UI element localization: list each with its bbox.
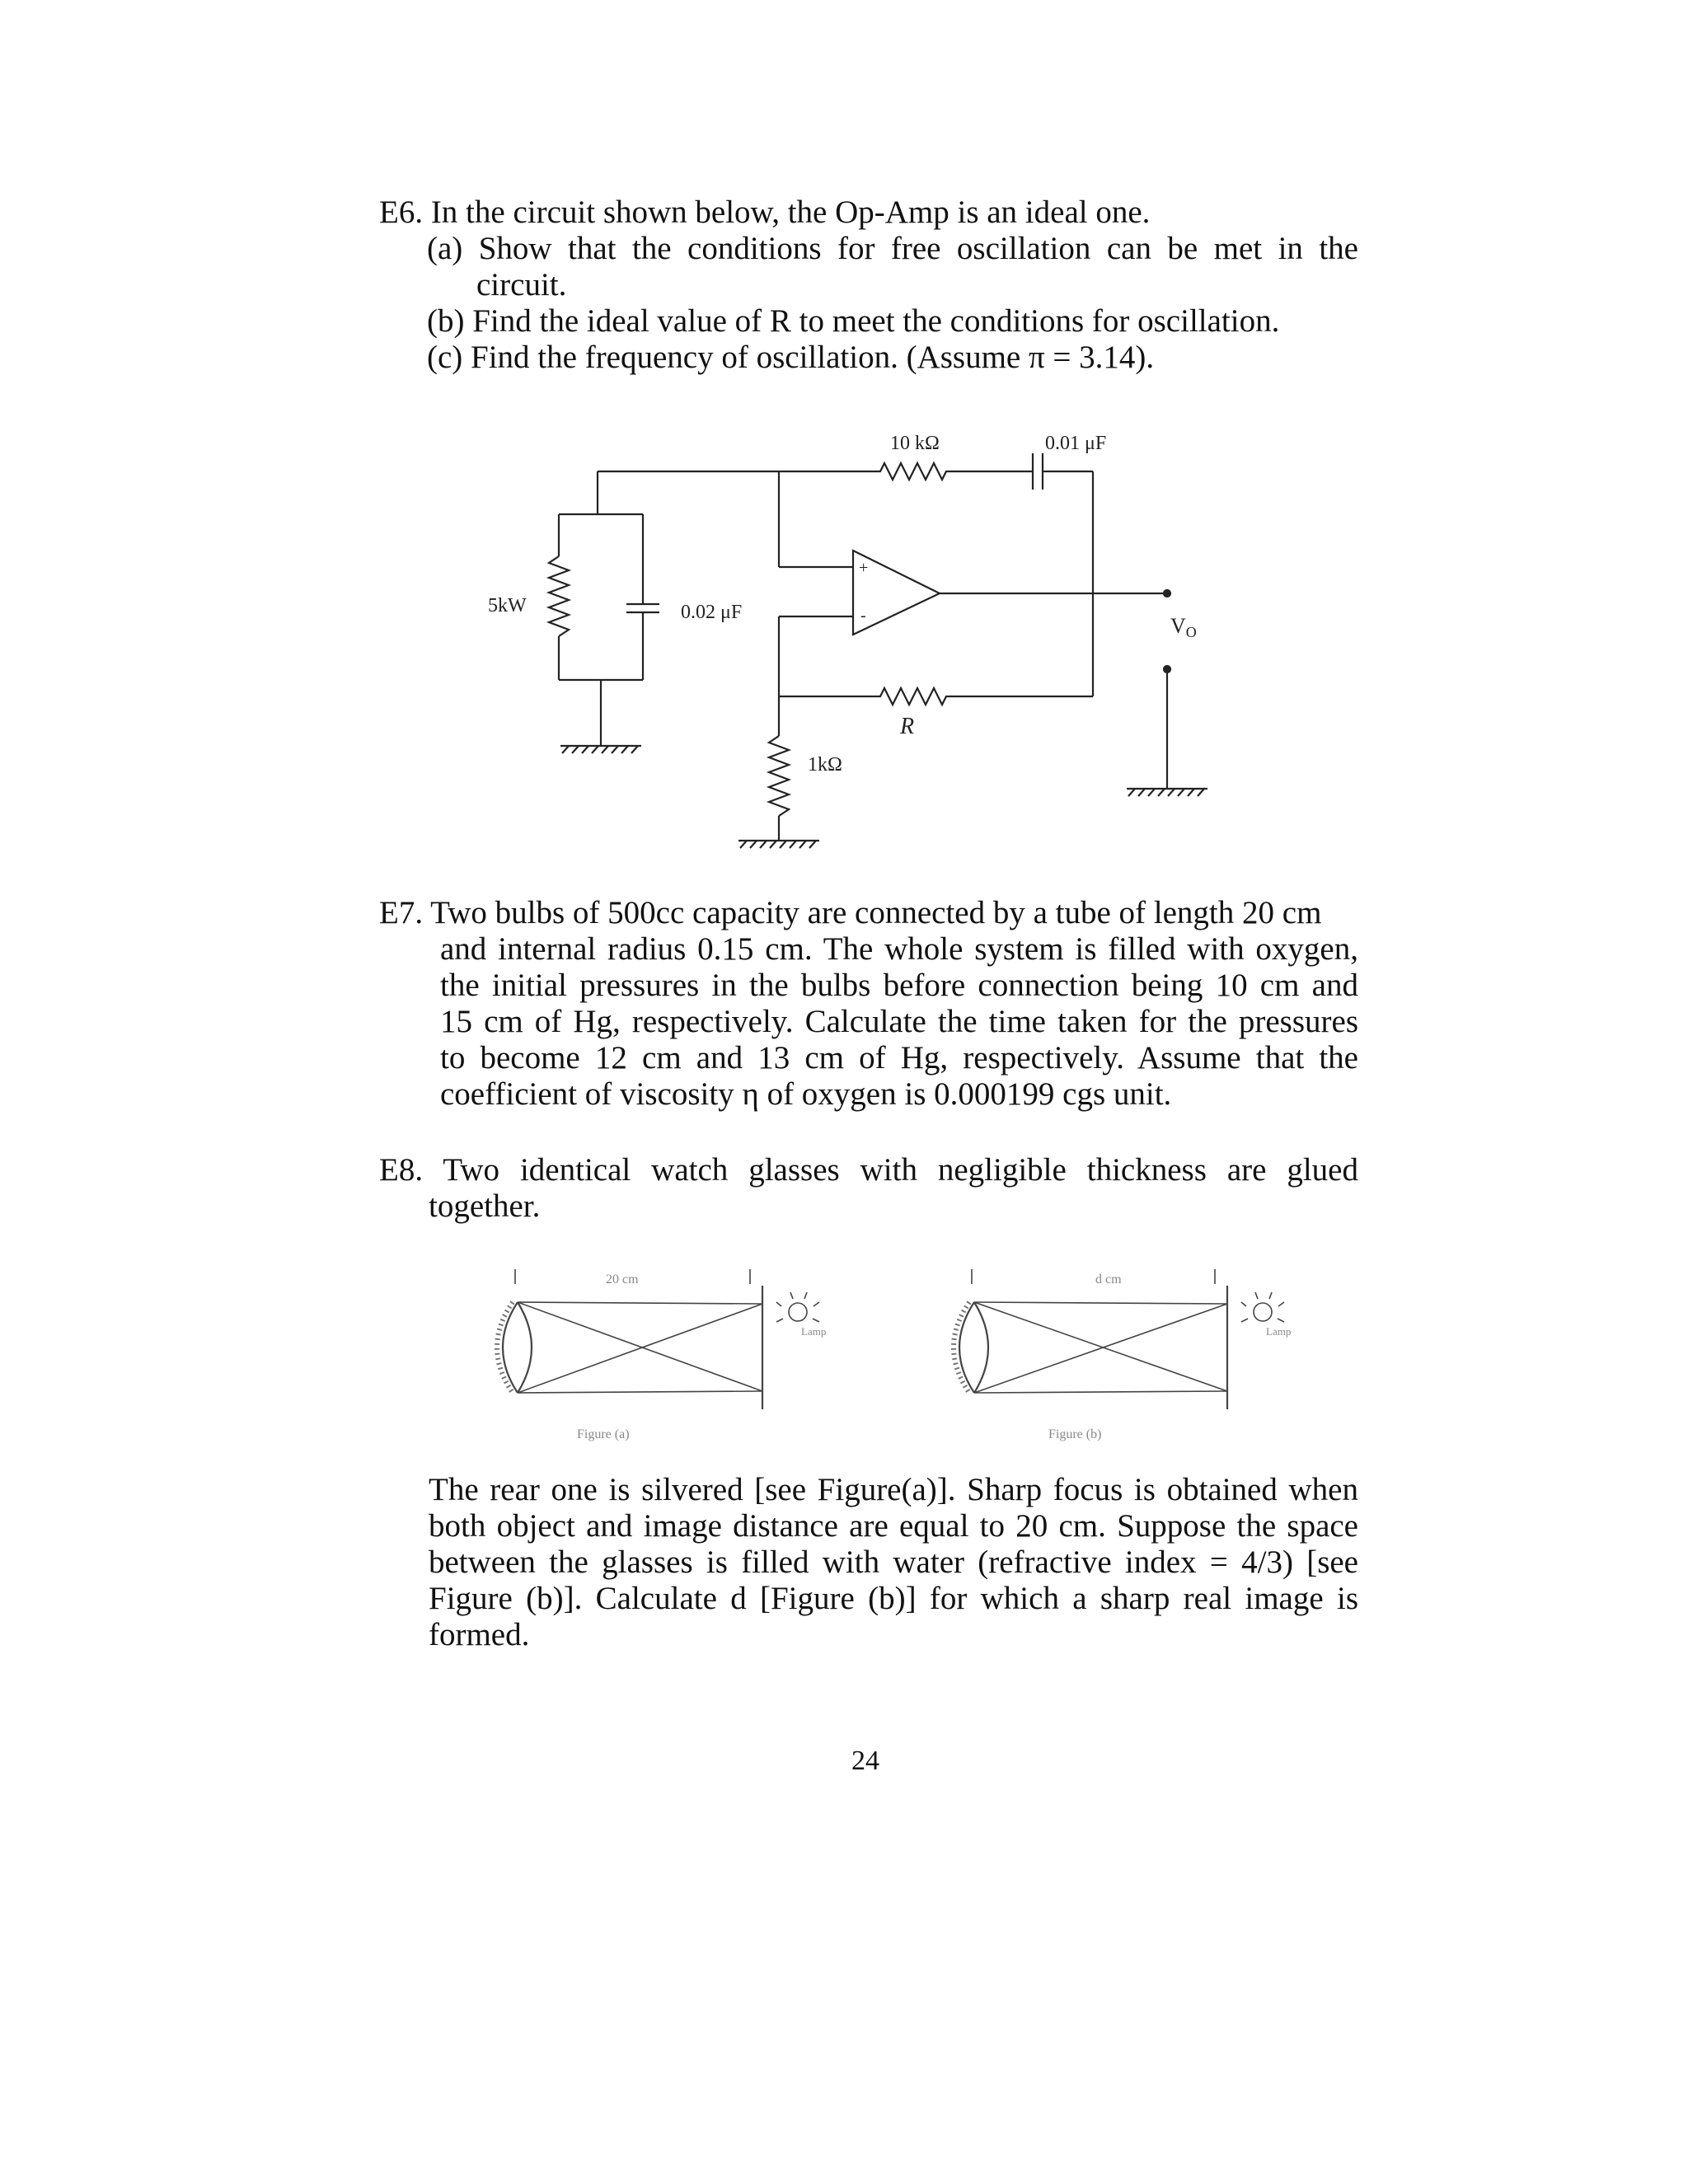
oscillator-circuit-diagram <box>478 429 1220 874</box>
ground-center-symbol <box>738 841 819 848</box>
e7-line-1: E7. Two bulbs of 500cc capacity are connected by a tube of length 20 cm <box>379 895 1322 930</box>
resistor-r-symbol <box>872 688 954 705</box>
e8-line-2: together. <box>429 1188 541 1224</box>
label-001uf: 0.01 μF <box>1045 433 1107 454</box>
figure-a-lamp-label: Lamp <box>801 1325 827 1338</box>
e6-part-a-line: (a) Show that the conditions for free oscillation can be met in the <box>427 231 1358 266</box>
figure-a-lamp-icon <box>776 1292 819 1322</box>
problem-e7-text <box>379 895 1358 1113</box>
figure-b-distance-label: d cm <box>1095 1272 1122 1286</box>
page-number: 24 <box>851 1746 879 1776</box>
figure-b-watch-glass <box>954 1302 988 1393</box>
figure-a-distance-label: 20 cm <box>606 1272 639 1286</box>
e6-part-b-line: (b) Find the ideal value of R to meet the conditions for oscillation. <box>427 303 1280 339</box>
problem-e8-text <box>379 1152 1358 1225</box>
watch-glass-figure-b <box>926 1261 1322 1451</box>
label-plus: + <box>859 559 869 577</box>
figure-a-caption: Figure (a) <box>577 1427 630 1441</box>
figure-b-lamp-label: Lamp <box>1266 1325 1292 1338</box>
resistor-10k-symbol <box>872 463 954 480</box>
e8-after-line-3: between the glasses is filled with water (refractive index = 4/3) [see <box>429 1544 1358 1580</box>
ground-right-symbol <box>1127 789 1207 796</box>
label-vo: VO <box>1170 614 1197 640</box>
e8-after-line-1: The rear one is silvered [see Figure(a)]. Sharp focus is obtained when <box>429 1472 1358 1507</box>
e7-line-6: coefficient of viscosity η of oxygen is 0.000199 cgs unit. <box>440 1076 1172 1112</box>
problem-e6-text <box>379 194 1358 376</box>
figure-a-watch-glass <box>497 1302 532 1393</box>
ground-left-symbol <box>560 746 641 753</box>
watch-glass-figure-a <box>470 1261 857 1451</box>
label-5kw: 5kW <box>488 595 527 616</box>
e8-line-1: E8. Two identical watch glasses with negligible thickness are glued <box>379 1152 1358 1188</box>
label-10k: 10 kΩ <box>890 433 940 454</box>
e8-after-line-5: formed. <box>429 1617 530 1652</box>
figure-b-lamp-icon <box>1241 1292 1284 1322</box>
e7-line-5: to become 12 cm and 13 cm of Hg, respectively. Assume that the <box>440 1040 1358 1076</box>
figure-b-caption: Figure (b) <box>1048 1427 1102 1441</box>
problem-e8-continued-text <box>429 1472 1358 1653</box>
e8-after-line-2: both object and image distance are equal to 20 cm. Suppose the space <box>429 1508 1358 1544</box>
label-r: R <box>900 714 915 739</box>
e7-line-2: and internal radius 0.15 cm. The whole system is filled with oxygen, <box>440 931 1358 967</box>
label-002uf: 0.02 μF <box>681 602 743 623</box>
e6-part-a-continuation: circuit. <box>476 267 567 302</box>
label-1k: 1kΩ <box>808 754 842 776</box>
e7-line-4: 15 cm of Hg, respectively. Calculate the time taken for the pressures <box>440 1004 1358 1039</box>
output-terminal-top <box>1164 590 1170 597</box>
e8-after-line-4: Figure (b)]. Calculate d [Figure (b)] for which a sharp real image is <box>429 1581 1358 1616</box>
e6-part-c-line: (c) Find the frequency of oscillation. (Assume π = 3.14). <box>427 340 1155 375</box>
label-minus: - <box>860 607 866 625</box>
e6-heading-line: E6. In the circuit shown below, the Op-Amp is an ideal one. <box>379 194 1151 230</box>
e7-line-3: the initial pressures in the bulbs before connection being 10 cm and <box>440 968 1358 1003</box>
resistor-1k-symbol <box>769 736 789 816</box>
resistor-5kw-symbol <box>549 556 569 636</box>
